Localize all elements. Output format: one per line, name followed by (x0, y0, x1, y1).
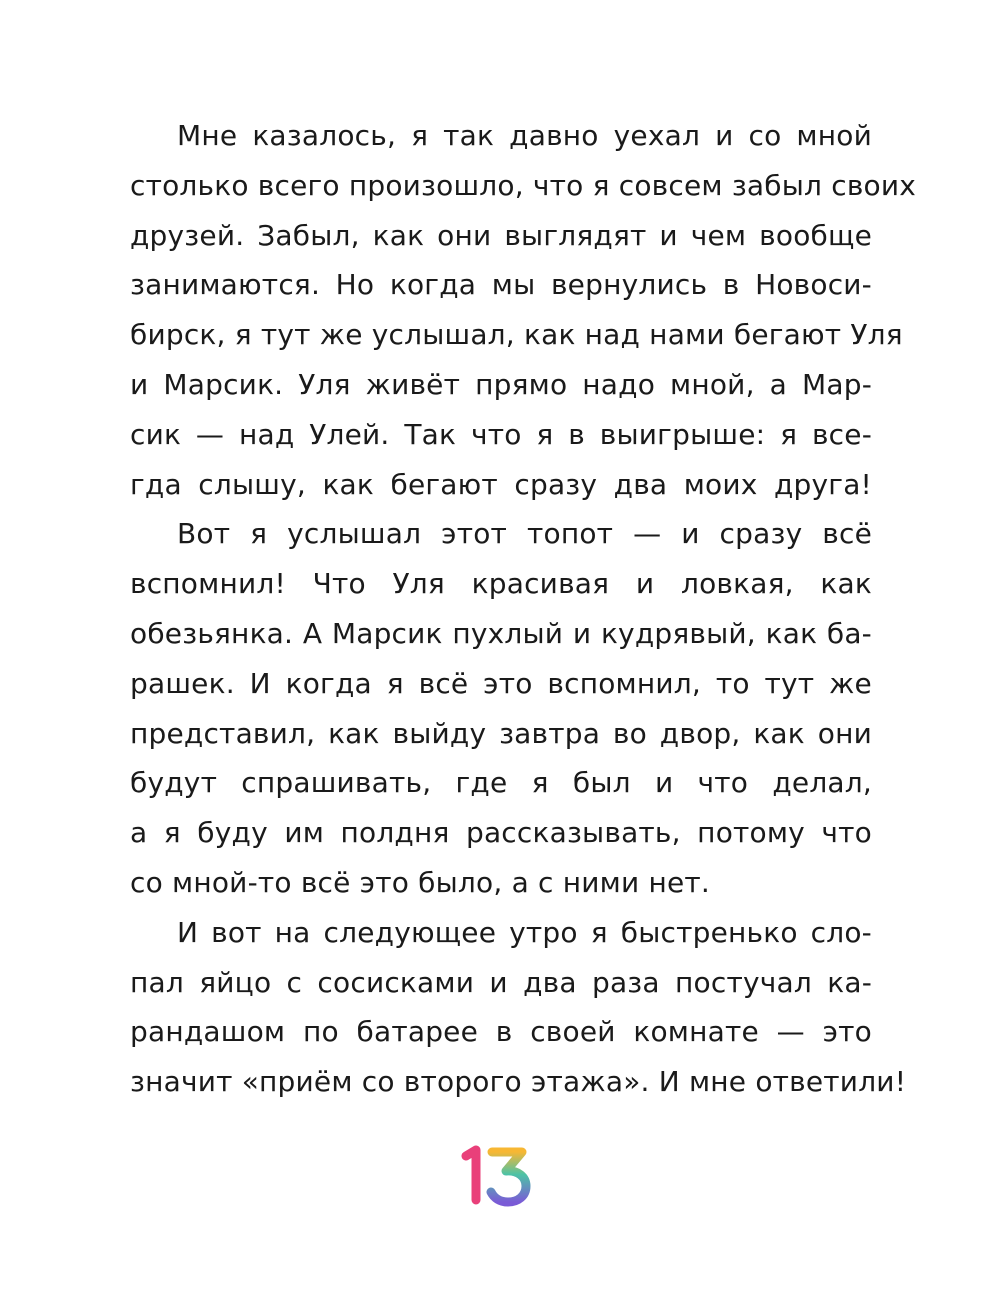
page-number-graphic (460, 1140, 540, 1210)
text-line: пал яйцо с сосисками и два раза постучал ка- (130, 965, 872, 999)
text-line: со мной-то всё это было, а с ними нет. (130, 865, 710, 899)
text-line: занимаются. Но когда мы вернулись в Новоси- (130, 268, 872, 302)
text-line: бирск, я тут же услышал, как над нами бегают Уля (130, 318, 903, 352)
text-line: столько всего произошло, что я совсем забыл своих (130, 168, 917, 202)
text-line: будут спрашивать, где я был и что делал, (130, 766, 872, 800)
text-line: сик — над Улей. Так что я в выигрыше: я все- (130, 417, 872, 451)
text-line: гда слышу, как бегают сразу два моих друга! (130, 467, 872, 501)
text-line: Вот я услышал этот топот — и сразу всё (177, 517, 872, 551)
text-line: друзей. Забыл, как они выглядят и чем вообще (130, 218, 872, 252)
text-line: обезьянка. А Марсик пухлый и кудрявый, как ба- (130, 616, 872, 650)
text-line: представил, как выйду завтра во двор, как они (130, 716, 872, 750)
paragraph-1 (130, 111, 917, 509)
page-text (130, 111, 917, 1107)
text-line: а я буду им полдня рассказывать, потому что (130, 816, 872, 850)
paragraph-3 (130, 908, 907, 1107)
text-line: и Марсик. Уля живёт прямо надо мной, а Мар- (130, 367, 872, 401)
text-line: рандашом по батарее в своей комнате — это (130, 1015, 872, 1049)
paragraph-2 (130, 509, 872, 907)
text-line: Мне казалось, я так давно уехал и со мной (177, 119, 872, 152)
text-line: вспомнил! Что Уля красивая и ловкая, как (130, 567, 872, 601)
page-number (460, 1140, 540, 1210)
digit-three (491, 1152, 526, 1202)
text-line: значит «приём со второго этажа». И мне ответили! (130, 1065, 907, 1099)
digit-one (466, 1150, 476, 1200)
text-line: И вот на следующее утро я быстренько сло- (177, 915, 872, 949)
text-line: рашек. И когда я всё это вспомнил, то тут же (130, 666, 872, 700)
